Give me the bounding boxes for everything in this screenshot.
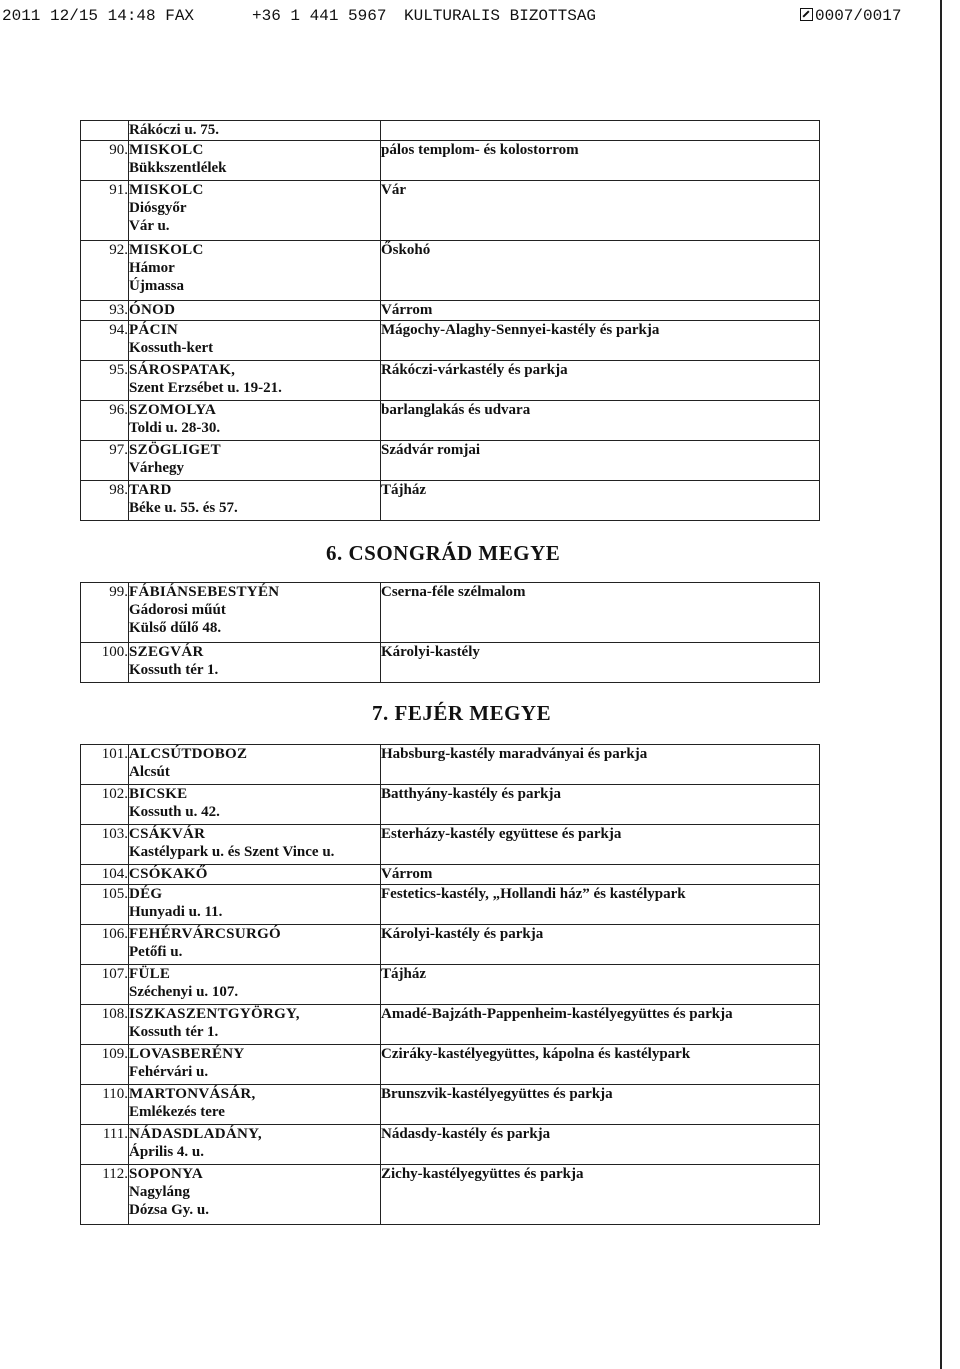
site-cell	[381, 141, 820, 181]
scan-edge-line	[940, 0, 942, 1369]
row-number: 104.	[81, 865, 129, 885]
site-cell	[381, 825, 820, 865]
place-cell	[129, 241, 381, 301]
table-row	[81, 121, 820, 141]
place-cell	[129, 121, 381, 141]
heritage-table-borsod	[80, 120, 820, 521]
table-row	[81, 885, 820, 925]
settlement-name: LOVASBERÉNY	[129, 1046, 245, 1062]
heritage-site-name: Amadé-Bajzáth-Pappenheim-kastélyegyüttes és parkja	[381, 1006, 733, 1022]
row-number: 101.	[81, 745, 129, 785]
table-row	[81, 643, 820, 683]
place-cell	[129, 745, 381, 785]
table-row	[81, 1125, 820, 1165]
site-cell	[381, 925, 820, 965]
heritage-site-name: Tájház	[381, 482, 426, 498]
site-cell	[381, 1005, 820, 1045]
fax-phone: +36 1 441 5967	[252, 7, 387, 25]
settlement-name: ALCSÚTDOBOZ	[129, 746, 248, 762]
site-cell	[381, 583, 820, 643]
site-cell	[381, 441, 820, 481]
row-number: 102.	[81, 785, 129, 825]
settlement-name: MISKOLC	[129, 242, 204, 258]
settlement-name: ISZKASZENTGYÖRGY,	[129, 1006, 300, 1022]
table-row	[81, 241, 820, 301]
place-cell	[129, 885, 381, 925]
row-number: 92.	[81, 241, 129, 301]
site-cell	[381, 241, 820, 301]
row-number: 96.	[81, 401, 129, 441]
settlement-name: NÁDASDLADÁNY,	[129, 1126, 262, 1142]
place-cell	[129, 1125, 381, 1165]
table-row	[81, 965, 820, 1005]
settlement-name: MARTONVÁSÁR,	[129, 1086, 256, 1102]
heritage-table-csongrad	[80, 582, 820, 683]
table-row	[81, 785, 820, 825]
row-number	[81, 121, 129, 141]
address: Kossuth-kert	[129, 340, 214, 356]
settlement-name: DÉG	[129, 886, 163, 902]
heritage-site-name: Brunszvik-kastélyegyüttes és parkja	[381, 1086, 613, 1102]
site-cell	[381, 1045, 820, 1085]
settlement-name: TARD	[129, 482, 172, 498]
row-number: 107.	[81, 965, 129, 1005]
settlement-name: SOPONYA	[129, 1166, 204, 1182]
heritage-site-name: pálos templom- és kolostorrom	[381, 142, 579, 158]
site-cell	[381, 1085, 820, 1125]
address: Rákóczi u. 75.	[129, 122, 219, 138]
settlement-name: SZÖGLIGET	[129, 442, 221, 458]
site-cell	[381, 181, 820, 241]
place-cell	[129, 481, 381, 521]
row-number: 100.	[81, 643, 129, 683]
heritage-site-name: Vár	[381, 182, 406, 198]
address: Várhegy	[129, 460, 184, 476]
address: Toldi u. 28-30.	[129, 420, 221, 436]
heritage-site-name: Károlyi-kastély	[381, 644, 480, 660]
table-row	[81, 141, 820, 181]
table-row	[81, 181, 820, 241]
row-number: 110.	[81, 1085, 129, 1125]
heritage-site-name: Szádvár romjai	[381, 442, 481, 458]
address: Kossuth tér 1.	[129, 662, 219, 678]
settlement-name: BICSKE	[129, 786, 188, 802]
settlement-name: CSÓKAKŐ	[129, 866, 208, 882]
row-number: 112.	[81, 1165, 129, 1225]
section-title-fejer: 7. FEJÉR MEGYE	[372, 701, 552, 725]
row-number: 106.	[81, 925, 129, 965]
row-number: 95.	[81, 361, 129, 401]
place-cell	[129, 441, 381, 481]
place-cell	[129, 181, 381, 241]
heritage-site-name: Várrom	[381, 302, 433, 318]
heritage-site-name: Cserna-féle szélmalom	[381, 584, 526, 600]
place-cell	[129, 1085, 381, 1125]
table-row	[81, 583, 820, 643]
site-cell	[381, 965, 820, 1005]
site-cell	[381, 121, 820, 141]
table-row	[81, 321, 820, 361]
site-cell	[381, 1165, 820, 1225]
place-cell	[129, 141, 381, 181]
settlement-name: ÓNOD	[129, 302, 176, 318]
place-cell	[129, 965, 381, 1005]
place-cell	[129, 1005, 381, 1045]
heritage-site-name: Károlyi-kastély és parkja	[381, 926, 544, 942]
settlement-name: FÜLE	[129, 966, 171, 982]
row-number: 105.	[81, 885, 129, 925]
site-cell	[381, 885, 820, 925]
fax-header	[0, 0, 960, 32]
row-number: 103.	[81, 825, 129, 865]
heritage-table-fejer	[80, 744, 820, 1225]
heritage-site-name: Mágochy-Alaghy-Sennyei-kastély és parkja	[381, 322, 660, 338]
address: Kossuth tér 1.	[129, 1024, 219, 1040]
place-cell	[129, 785, 381, 825]
row-number: 91.	[81, 181, 129, 241]
address: Hunyadi u. 11.	[129, 904, 223, 920]
address: Fehérvári u.	[129, 1064, 209, 1080]
row-number: 98.	[81, 481, 129, 521]
table-row	[81, 441, 820, 481]
site-cell	[381, 1125, 820, 1165]
row-number: 109.	[81, 1045, 129, 1085]
table-row	[81, 865, 820, 885]
table-row	[81, 1165, 820, 1225]
settlement-name: SÁROSPATAK,	[129, 362, 236, 378]
settlement-name: MISKOLC	[129, 142, 204, 158]
table-row	[81, 1085, 820, 1125]
row-number: 94.	[81, 321, 129, 361]
heritage-site-name: Várrom	[381, 866, 433, 882]
section-title-csongrad: 6. CSONGRÁD MEGYE	[326, 541, 561, 565]
settlement-name: PÁCIN	[129, 322, 178, 338]
site-cell	[381, 643, 820, 683]
heritage-site-name: Cziráky-kastélyegyüttes, kápolna és kastélypark	[381, 1046, 691, 1062]
address: Hámor Újmassa	[129, 260, 184, 294]
site-cell	[381, 361, 820, 401]
fax-date: 2011 12/15 14:48 FAX	[2, 7, 195, 25]
settlement-name: CSÁKVÁR	[129, 826, 206, 842]
site-cell	[381, 745, 820, 785]
settlement-name: SZEGVÁR	[129, 644, 204, 660]
table-row	[81, 1045, 820, 1085]
row-number: 99.	[81, 583, 129, 643]
address: Április 4. u.	[129, 1144, 205, 1160]
address: Alcsút	[129, 764, 170, 780]
site-cell	[381, 401, 820, 441]
table-row	[81, 301, 820, 321]
place-cell	[129, 583, 381, 643]
heritage-site-name: Batthyány-kastély és parkja	[381, 786, 562, 802]
row-number: 111.	[81, 1125, 129, 1165]
heritage-site-name: barlanglakás és udvara	[381, 402, 531, 418]
site-cell	[381, 785, 820, 825]
address: Gádorosi műút Külső dűlő 48.	[129, 602, 226, 636]
settlement-name: SZOMOLYA	[129, 402, 217, 418]
address: Diósgyőr Vár u.	[129, 200, 187, 234]
settlement-name: MISKOLC	[129, 182, 204, 198]
address: Kossuth u. 42.	[129, 804, 220, 820]
place-cell	[129, 301, 381, 321]
heritage-site-name: Zichy-kastélyegyüttes és parkja	[381, 1166, 584, 1182]
table-row	[81, 1005, 820, 1045]
heritage-site-name: Esterházy-kastély együttese és parkja	[381, 826, 622, 842]
heritage-site-name: Nádasdy-kastély és parkja	[381, 1126, 551, 1142]
place-cell	[129, 643, 381, 683]
address: Emlékezés tere	[129, 1104, 225, 1120]
place-cell	[129, 1165, 381, 1225]
fax-page-number: 0007/0017	[815, 7, 902, 25]
site-cell	[381, 321, 820, 361]
table-row	[81, 361, 820, 401]
place-cell	[129, 321, 381, 361]
address: Petőfi u.	[129, 944, 183, 960]
settlement-name: FÁBIÁNSEBESTYÉN	[129, 584, 280, 600]
fax-page-counter	[800, 0, 901, 32]
site-cell	[381, 865, 820, 885]
table-row	[81, 481, 820, 521]
row-number: 93.	[81, 301, 129, 321]
fax-sender: KULTURALIS BIZOTTSAG	[404, 7, 597, 25]
fax-page-icon	[800, 8, 813, 21]
address: Nagyláng Dózsa Gy. u.	[129, 1184, 210, 1218]
settlement-name: FEHÉRVÁRCSURGÓ	[129, 926, 282, 942]
table-row	[81, 825, 820, 865]
heritage-site-name: Habsburg-kastély maradványai és parkja	[381, 746, 648, 762]
address: Kastélypark u. és Szent Vince u.	[129, 844, 335, 860]
heritage-site-name: Festetics-kastély, „Hollandi ház” és kastélypark	[381, 886, 686, 902]
address: Széchenyi u. 107.	[129, 984, 239, 1000]
site-cell	[381, 481, 820, 521]
heritage-site-name: Rákóczi-várkastély és parkja	[381, 362, 568, 378]
place-cell	[129, 1045, 381, 1085]
table-row	[81, 745, 820, 785]
place-cell	[129, 865, 381, 885]
place-cell	[129, 925, 381, 965]
row-number: 90.	[81, 141, 129, 181]
place-cell	[129, 825, 381, 865]
table-row	[81, 925, 820, 965]
row-number: 97.	[81, 441, 129, 481]
table-row	[81, 401, 820, 441]
place-cell	[129, 361, 381, 401]
place-cell	[129, 401, 381, 441]
row-number: 108.	[81, 1005, 129, 1045]
address: Bükkszentlélek	[129, 160, 227, 176]
site-cell	[381, 301, 820, 321]
address: Béke u. 55. és 57.	[129, 500, 238, 516]
heritage-site-name: Tájház	[381, 966, 426, 982]
heritage-site-name: Őskohó	[381, 242, 431, 258]
address: Szent Erzsébet u. 19-21.	[129, 380, 282, 396]
